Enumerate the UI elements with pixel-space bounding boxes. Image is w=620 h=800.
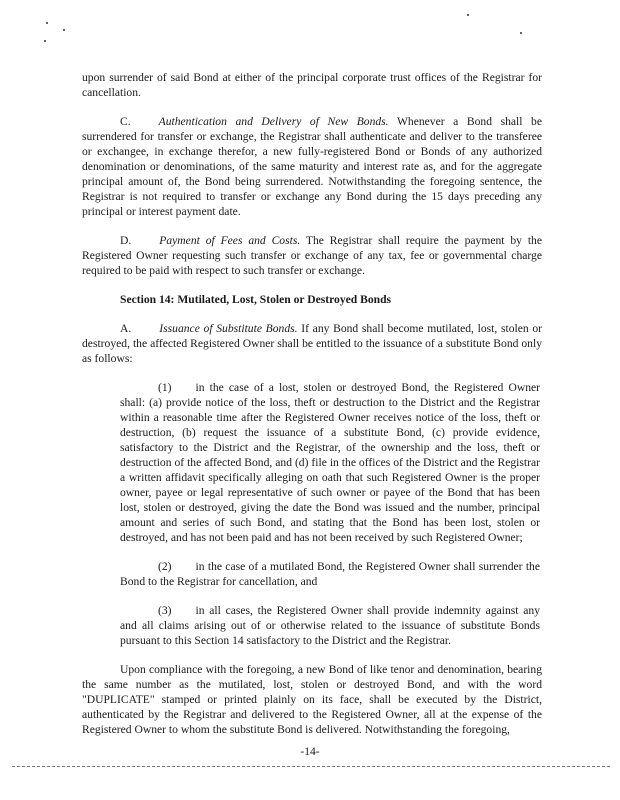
- paragraph-final: Upon compliance with the foregoing, a new Bond of like tenor and denomination, bearing the same number as the mutilated, lost, stolen or destroyed Bond, and with the word "DUPLICATE" stamped or printed plainly on its face, shall be executed by the District, authenticated by the Registrar and delivered to the Registered Owner, all at the expense of the Registered Owner to whom the substitute Bond is delivered. Notwithstanding the foregoing,: [82, 663, 542, 736]
- item-label: (2): [158, 560, 172, 573]
- item-text: in the case of a mutilated Bond, the Registered Owner shall surrender the Bond to the Registrar for cancellation, and: [120, 560, 540, 588]
- paragraph-c: [82, 114, 542, 219]
- paragraph-title: Authentication and Delivery of New Bonds.: [158, 115, 389, 128]
- list-item-2: [120, 559, 540, 589]
- paragraph-title: Issuance of Substitute Bonds.: [159, 322, 298, 335]
- paragraph-label: C.: [120, 115, 131, 128]
- scan-speck: [44, 40, 46, 42]
- item-label: (3): [158, 604, 172, 617]
- paragraph-label: D.: [120, 234, 132, 247]
- list-item-3: [120, 603, 540, 648]
- list-item-1: [120, 380, 540, 545]
- paragraph-label: A.: [120, 322, 132, 335]
- paragraph-a: [82, 321, 542, 366]
- scan-speck: [63, 29, 65, 31]
- paragraph-text: Whenever a Bond shall be surrendered for transfer or exchange, the Registrar shall authenticate and deliver to the transferee or exchangee, in exchange therefor, a new fully-registered Bond or Bonds of any authorized denomination or denominations, of the same maturity and interest rate as, and for the aggregate principal amount of, the Bond being surrendered. Notwithstanding the foregoing sentence, the Registrar is not required to transfer or exchange any Bond during the 15 days preceding any principal or interest payment date.: [82, 115, 542, 218]
- scan-speck: [46, 22, 48, 24]
- scan-speck: [520, 32, 522, 34]
- document-body: [82, 70, 542, 737]
- paragraph-text: If any Bond shall become mutilated, lost, stolen or destroyed, the affected Registered Owner shall be entitled to the issuance of a substitute Bond only as follows:: [82, 322, 543, 365]
- scan-artifact-line: [12, 766, 610, 767]
- paragraph-title: Payment of Fees and Costs.: [159, 234, 301, 247]
- paragraph-d: [82, 233, 542, 278]
- item-label: (1): [158, 381, 172, 394]
- item-text: in the case of a lost, stolen or destroyed Bond, the Registered Owner shall: (a) provide notice of the loss, theft or destruction to the District and the Registrar within a reasonable time after the Registered Owner receives notice of the loss, theft or destruction, (b) request the issuance of a substitute Bond, (c) provide evidence, satisfactory to the District and the Registrar, of the ownership and the loss, theft or destruction of the affected Bond, and (d) file in the offices of the District and the Registrar a written affidavit specifically alleging on oath that such Registered Owner is the proper owner, payee or legal representative of such owner or payee of the Bond that has been lost, stolen or destroyed, giving the date the Bond was issued and the number, principal amount and series of such Bond, and stating that the Bond has been lost, stolen or destroyed, and has not been paid and has not been received by such Registered Owner;: [120, 381, 540, 544]
- scan-speck: [467, 14, 469, 16]
- page-number: -14-: [300, 745, 320, 758]
- paragraph-continuation: upon surrender of said Bond at either of the principal corporate trust offices of the Registrar for cancellation.: [82, 71, 542, 99]
- item-text: in all cases, the Registered Owner shall provide indemnity against any and all claims arising out of or otherwise related to the issuance of substitute Bonds pursuant to this Section 14 satisfactory to the District and the Registrar.: [120, 604, 540, 647]
- paragraph-text: The Registrar shall require the payment by the Registered Owner requesting such transfer or exchange of any tax, fee or governmental charge required to be paid with respect to such transfer or exchange.: [82, 234, 542, 277]
- section-heading: Section 14: Mutilated, Lost, Stolen or Destroyed Bonds: [120, 293, 392, 306]
